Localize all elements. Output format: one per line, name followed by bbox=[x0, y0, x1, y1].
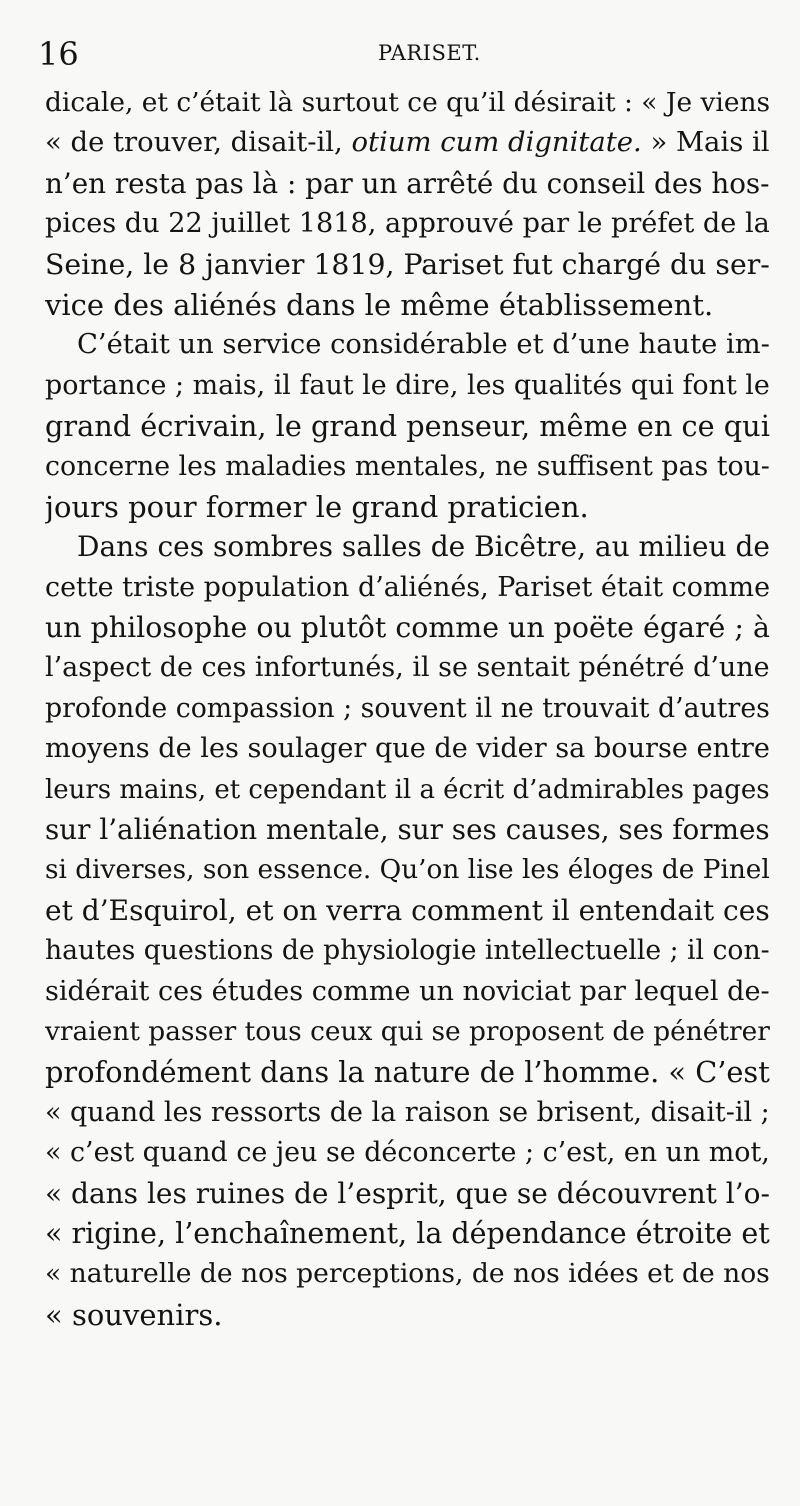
text-line: vice des aliénés dans le même établissement. bbox=[45, 287, 714, 322]
text-line: « naturelle de nos perceptions, de nos idées et de nos bbox=[45, 1258, 770, 1290]
text-line: jours pour former le grand praticien. bbox=[45, 489, 589, 524]
text-line: n’en resta pas là : par un arrêté du conseil des hos- bbox=[45, 166, 770, 200]
body-text bbox=[45, 83, 770, 1335]
text-line: hautes questions de physiologie intellectuelle ; il con- bbox=[45, 935, 770, 967]
running-head: PARISET. bbox=[378, 41, 481, 65]
text-line: cette triste population d’aliénés, Pariset était comme bbox=[45, 571, 770, 603]
text-line: profondément dans la nature de l’homme. « C’est bbox=[45, 1055, 770, 1090]
text-line: « quand les ressorts de la raison se brisent, disait-il ; bbox=[45, 1096, 770, 1128]
text-line: Seine, le 8 janvier 1819, Pariset fut chargé du ser- bbox=[45, 247, 770, 281]
text-line: « souvenirs. bbox=[45, 1297, 223, 1332]
text-line: profonde compassion ; souvent il ne trouvait d’autres bbox=[45, 692, 770, 724]
text-line bbox=[45, 123, 770, 163]
italic-phrase: otium cum dignitate. bbox=[351, 127, 642, 159]
text-line: pices du 22 juillet 1818, approuvé par le préfet de la bbox=[45, 208, 770, 240]
text-line: « dans les ruines de l’esprit, que se découvrent l’o- bbox=[45, 1176, 770, 1210]
text-line: moyens de les soulager que de vider sa bourse entre bbox=[45, 733, 770, 765]
text-line: grand écrivain, le grand penseur, même en ce qui bbox=[45, 409, 770, 444]
text-line: « rigine, l’enchaînement, la dépendance étroite et bbox=[45, 1216, 770, 1250]
text-line: leurs mains, et cependant il a écrit d’admirables pages bbox=[45, 774, 770, 805]
page-number: 16 bbox=[38, 35, 79, 73]
text-line: dicale, et c’était là surtout ce qu’il désirait : « Je viens bbox=[45, 87, 770, 118]
text-line: vraient passer tous ceux qui se proposent de pénétrer bbox=[45, 1015, 770, 1047]
text-line: sur l’aliénation mentale, sur ses causes, ses formes bbox=[45, 813, 770, 847]
text-segment: » Mais il bbox=[641, 127, 770, 159]
text-line: « c’est quand ce jeu se déconcerte ; c’est, en un mot, bbox=[45, 1137, 770, 1169]
text-line: si diverses, son essence. Qu’on lise les éloges de Pinel bbox=[45, 855, 770, 886]
text-line: C’était un service considérable et d’une haute im- bbox=[77, 329, 770, 361]
text-line: et d’Esquirol, et on verra comment il entendait ces bbox=[45, 893, 770, 927]
text-line: concerne les maladies mentales, ne suffisent pas tou- bbox=[45, 450, 770, 482]
text-segment: « de trouver, disait-il, bbox=[45, 127, 352, 159]
text-line: Dans ces sombres salles de Bicêtre, au milieu de bbox=[77, 530, 770, 564]
text-line: portance ; mais, il faut le dire, les qualités qui font le bbox=[45, 369, 770, 401]
text-line: un philosophe ou plutôt comme un poëte égaré ; à bbox=[45, 611, 770, 645]
text-line: l’aspect de ces infortunés, il se sentait pénétré d’une bbox=[45, 652, 770, 684]
text-line: sidérait ces études comme un noviciat par lequel de- bbox=[45, 975, 770, 1007]
page-header bbox=[38, 34, 768, 74]
